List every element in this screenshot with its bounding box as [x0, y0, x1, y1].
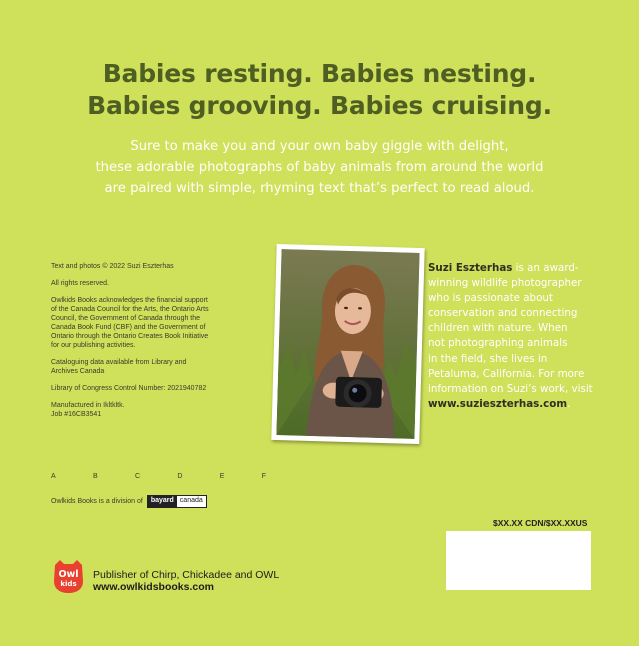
loc-number: Library of Congress Control Number: 2021940782 [51, 385, 207, 392]
letter: E [219, 473, 225, 480]
letter: C [134, 473, 141, 480]
letter: D [177, 473, 183, 480]
publisher-website-link[interactable]: www.owlkidsbooks.com [93, 581, 214, 593]
bio-line [428, 261, 588, 276]
headline [0, 58, 639, 122]
copyright-line: Text and photos © 2022 Suzi Eszterhas [51, 263, 174, 270]
print-run-letters [51, 473, 266, 480]
bio-line: who is passionate about [428, 292, 553, 305]
letter: B [92, 473, 98, 480]
author-website-link[interactable]: www.suzieszterhas.com [428, 397, 568, 410]
bayard-canada-logo [147, 495, 207, 508]
ack-line: of the Canada Council for the Arts, the Ontario Arts [51, 306, 209, 313]
author-photo [276, 249, 419, 439]
bio-text: is an award- [512, 262, 579, 274]
blurb [0, 136, 639, 199]
division-text: Owlkids Books is a division of [51, 498, 143, 505]
ack-line: Ontario through the Ontario Creates Book Initiative [51, 333, 209, 340]
bio-line: conservation and connecting [428, 307, 578, 320]
letter: A [51, 473, 56, 480]
owlkids-logo-top: Owl [58, 569, 79, 580]
acknowledgement [51, 296, 251, 350]
job-number: Job #16CB3541 [51, 411, 102, 418]
headline-line-2: Babies grooving. Babies cruising. [87, 91, 552, 120]
headline-line-1: Babies resting. Babies nesting. [102, 59, 537, 88]
manufacturing-note [51, 401, 251, 419]
owlkids-logo [52, 559, 85, 594]
bio-line: not photographing animals [428, 337, 568, 350]
blurb-line-1: Sure to make you and your own baby giggle with delight, [130, 139, 509, 154]
copyright-block [51, 262, 251, 427]
bio-line: in the field, she lives in [428, 352, 548, 365]
bio-line: information on Suzi’s work, visit [428, 382, 593, 395]
cat-line: Archives Canada [51, 368, 105, 375]
ack-line: Canada Book Fund (CBF) and the Government of [51, 324, 206, 331]
cataloguing-note [51, 358, 251, 376]
price-label: $XX.XX CDN/$XX.XXUS [493, 518, 588, 528]
author-photo-frame [271, 244, 424, 444]
mfg-line: Manufactured in Ikltkltk. [51, 402, 125, 409]
author-name: Suzi Eszterhas [428, 262, 513, 274]
bio-line: Petaluma, California. For more [428, 367, 585, 380]
blurb-line-3: are paired with simple, rhyming text that’s perfect to read aloud. [104, 181, 535, 196]
bayard-wordmark: bayard [148, 496, 177, 507]
publisher-line: Publisher of Chirp, Chickadee and OWL [93, 569, 280, 581]
ack-line: Council, the Government of Canada through the [51, 315, 201, 322]
ack-line: Owlkids Books acknowledges the financial support [51, 297, 208, 304]
bio-line: children with nature. When [428, 322, 568, 335]
barcode-area [446, 531, 591, 590]
bio-line [428, 397, 588, 412]
division-line [51, 495, 207, 508]
blurb-line-2: these adorable photographs of baby animals from around the world [95, 160, 544, 175]
rights-line: All rights reserved. [51, 280, 109, 287]
ack-line: for our publishing activities. [51, 342, 136, 349]
bio-line: winning wildlife photographer [428, 277, 582, 290]
author-bio [428, 261, 593, 412]
publisher-info [93, 569, 279, 593]
cat-line: Cataloguing data available from Library and [51, 359, 187, 366]
owlkids-logo-bottom: kids [60, 580, 77, 588]
author-portrait-illustration [276, 249, 419, 439]
letter: F [261, 473, 266, 480]
canada-wordmark: canada [179, 497, 203, 504]
bio-text: . [567, 397, 571, 410]
